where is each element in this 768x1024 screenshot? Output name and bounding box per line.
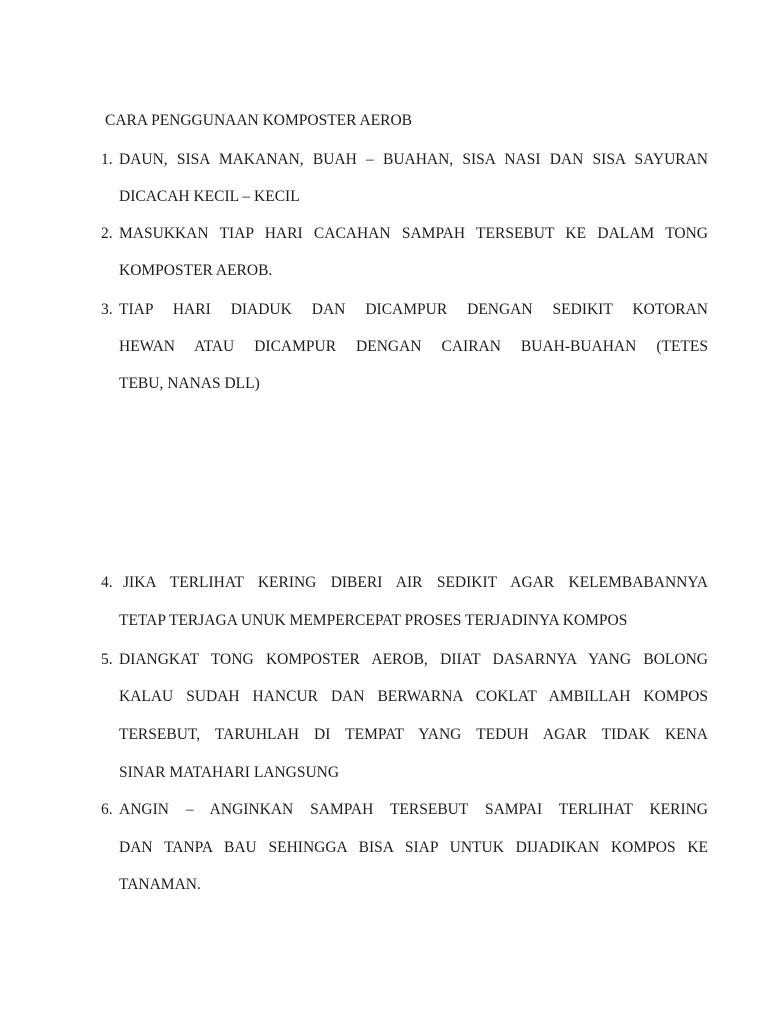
step-line: DIANGKAT TONG KOMPOSTER AEROB, DIIAT DASARNYA YANG BOLONG	[119, 651, 708, 668]
step-line: SINAR MATAHARI LANGSUNG	[119, 764, 340, 781]
step-line: KOMPOSTER AEROB.	[119, 262, 273, 279]
step-line: MASUKKAN TIAP HARI CACAHAN SAMPAH TERSEBUT KE DALAM TONG	[119, 225, 708, 242]
step-line: TANAMAN.	[119, 876, 201, 893]
step-line: DAN TANPA BAU SEHINGGA BISA SIAP UNTUK DIJADIKAN KOMPOS KE	[119, 839, 708, 856]
step-number: 2.	[101, 225, 113, 242]
document-title: CARA PENGGUNAAN KOMPOSTER AEROB	[105, 112, 413, 129]
step-line: TERSEBUT, TARUHLAH DI TEMPAT YANG TEDUH AGAR TIDAK KENA	[119, 726, 708, 743]
step-line: TEBU, NANAS DLL)	[119, 375, 260, 392]
step-number: 6.	[101, 801, 113, 818]
step-line: DICACAH KECIL – KECIL	[119, 188, 300, 205]
step-line: TETAP TERJAGA UNUK MEMPERCEPAT PROSES TERJADINYA KOMPOS	[119, 612, 628, 629]
step-line: DAUN, SISA MAKANAN, BUAH – BUAHAN, SISA NASI DAN SISA SAYURAN	[119, 151, 708, 168]
step-line: JIKA TERLIHAT KERING DIBERI AIR SEDIKIT AGAR KELEMBABANNYA	[123, 574, 708, 591]
step-line: HEWAN ATAU DICAMPUR DENGAN CAIRAN BUAH-BUAHAN (TETES	[119, 338, 708, 355]
step-line: KALAU SUDAH HANCUR DAN BERWARNA COKLAT AMBILLAH KOMPOS	[119, 688, 708, 705]
step-number: 5.	[101, 651, 113, 668]
step-number: 1.	[101, 151, 113, 168]
step-line: ANGIN – ANGINKAN SAMPAH TERSEBUT SAMPAI TERLIHAT KERING	[119, 801, 708, 818]
step-number: 4.	[101, 574, 113, 591]
step-number: 3.	[101, 301, 113, 318]
step-line: TIAP HARI DIADUK DAN DICAMPUR DENGAN SEDIKIT KOTORAN	[119, 301, 708, 318]
